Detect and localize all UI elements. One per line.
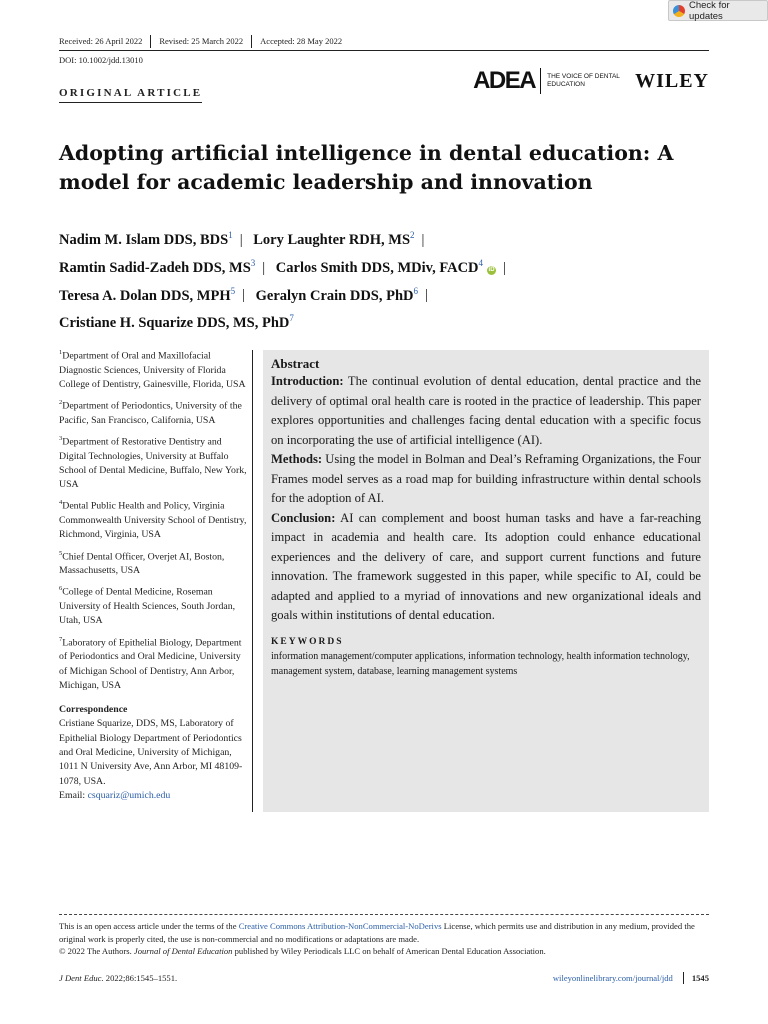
author-name[interactable]: Ramtin Sadid-Zadeh DDS, MS — [59, 259, 251, 276]
affiliation-item: $^4$Dental Public Health and Policy, Virginia Commonwealth University School of Dentistry, Richmond, Virginia, USA — [59, 499, 247, 541]
citation: J Dent Educ. 2022;86:1545–1551. — [59, 973, 178, 983]
received-date: Received: 26 April 2022 — [59, 35, 151, 48]
author-name[interactable]: Cristiane H. Squarize DDS, MS, PhD — [59, 315, 290, 332]
footnote-rule — [59, 914, 709, 915]
keywords-list: information management/computer applications, information technology, health information technology, management system, database, learning management systems — [271, 650, 690, 677]
affiliation-item: $^5$Chief Dental Officer, Overjet AI, Boston, Massachusetts, USA — [59, 549, 225, 577]
adea-logo: ADEA — [473, 68, 541, 94]
check-for-updates-button[interactable] — [668, 0, 768, 21]
license-footnote: This is an open access article under the terms of the Creative Commons Attribution-NonCommercial-NoDerivs License, which permits use and distribution in any medium, provided the original work is properly cited, the use is non-commercial and no modifications or adaptations are made. © 2022 The Authors. Journal of Dental Education published by Wiley Periodicals LLC on behalf of American Dental Education Association. — [59, 921, 695, 956]
revised-date: Revised: 25 March 2022 — [151, 35, 252, 48]
affiliation-item: $^3$Department of Restorative Dentistry and Digital Technologies, University at Buffalo School of Dental Medicine, Buffalo, New York, USA — [59, 435, 247, 491]
page-number: 1545 — [691, 973, 709, 983]
abstract-methods: Methods: Using the model in Bolman and Deal’s Reframing Organizations, the Four Frames model serves as a road map for building infrastructure within dental schools for the adoption of AI. — [271, 452, 701, 505]
affiliation-item: $^2$Department of Periodontics, University of the Pacific, San Francisco, California, USA — [59, 399, 242, 426]
author-affiliation-ref[interactable]: 7 — [289, 313, 294, 324]
license-link[interactable]: Creative Commons Attribution-NonCommercial-NoDerivs — [238, 921, 442, 931]
doi: DOI: 10.1002/jdd.13010 — [59, 55, 143, 65]
author-affiliation-ref[interactable]: 6 — [413, 285, 419, 296]
author-name[interactable]: Lory Laughter RDH, MS — [253, 231, 411, 248]
column-divider — [252, 350, 253, 812]
abstract-conclusion: Conclusion: AI can complement and boost human tasks and have a far-reaching impact in academia and health care. Its adoption could enhance educational experiences and the delivery of care, and support current functions and future innovation. The framework suggested in this paper, while specific to AI, could be adapted and applied to a myriad of innovations and new organizational ideals and goals within institutions of dental education. — [271, 510, 701, 622]
page-footer — [59, 972, 709, 984]
author-affiliation-ref[interactable]: 4 — [478, 257, 484, 268]
wiley-logo: WILEY — [635, 69, 709, 92]
check-for-updates-label: Check for updates — [689, 0, 730, 22]
journal-url-link[interactable]: wileyonlinelibrary.com/journal/jdd — [553, 972, 684, 984]
article-type: ORIGINAL ARTICLE — [59, 87, 202, 103]
abstract-introduction: Introduction: The continual evolution of dental education, dental practice and the delivery of optimal oral health care is rooted in the practice of leadership. This paper explores opportunities and challenges facing dental education with a specific focus on incorporating the use of artificial intelligence (AI). — [271, 374, 701, 447]
header-rule — [59, 50, 709, 51]
adea-tagline: THE VOICE OF DENTAL EDUCATION — [547, 73, 620, 88]
author-name[interactable]: Geralyn Crain DDS, PhD — [255, 287, 414, 304]
affiliation-item: $^1$Department of Oral and Maxillofacial Diagnostic Sciences, University of Florida College of Dentistry, Gainesville, Florida, USA — [59, 349, 246, 390]
accepted-date: Accepted: 28 May 2022 — [260, 36, 343, 46]
article-dates — [59, 35, 709, 48]
affiliation-item: $^6$College of Dental Medicine, Roseman University of Health Sciences, South Jordan, Utah, USA — [59, 585, 236, 627]
abstract-heading: Abstract — [271, 356, 320, 371]
keywords-heading: KEYWORDS — [271, 636, 344, 647]
affiliations — [59, 346, 249, 803]
author-affiliation-ref[interactable]: 1 — [228, 230, 233, 240]
author-affiliation-ref[interactable]: 3 — [250, 257, 256, 268]
author-name[interactable]: Carlos Smith DDS, MDiv, FACD — [275, 259, 479, 276]
correspondence-email-link[interactable]: csquariz@umich.edu — [87, 789, 171, 801]
correspondence-heading: Correspondence — [59, 704, 128, 716]
author-affiliation-ref[interactable]: 5 — [230, 285, 236, 296]
abstract-panel — [263, 350, 709, 812]
crossmark-icon — [673, 5, 685, 17]
orcid-icon[interactable]: iD — [488, 266, 495, 273]
affiliation-item: $^7$Laboratory of Epithelial Biology, Department of Periodontics and Oral Medicine, University of Michigan School of Dentistry, Ann Arbor, Michigan, USA — [59, 635, 242, 691]
author-name[interactable]: Nadim M. Islam DDS, BDS — [59, 231, 229, 248]
author-name[interactable]: Teresa A. Dolan DDS, MPH — [59, 287, 231, 304]
author-list: Nadim M. Islam DDS, BDS$^1$ | Lory Laughter RDH, $MS^2$ | Ramtin Sadid-Zadeh DDS, $MS^3$ | Carlos Smith DDS, MDiv, FACD$^4$iD | Teresa A. Dolan DDS, MPH$^5$ | Geralyn Crain DDS, PhD$^6$ | Cristiane H. Squarize DDS, MS, PhD$^7$ — [59, 230, 506, 332]
publisher-logos — [473, 68, 709, 94]
article-title: Adopting artificial intelligence in dental education: A model for academic leadership and innovation — [59, 141, 674, 194]
correspondence-text: Cristiane Squarize, DDS, MS, Laboratory of Epithelial Biology Department of Periodontics and Oral Medicine, University of Michigan, 1011 N University Ave, Ann Arbor, MI 48109-1078, USA. Email: csquariz@umich.edu — [59, 718, 243, 801]
author-affiliation-ref[interactable]: 2 — [410, 230, 415, 240]
